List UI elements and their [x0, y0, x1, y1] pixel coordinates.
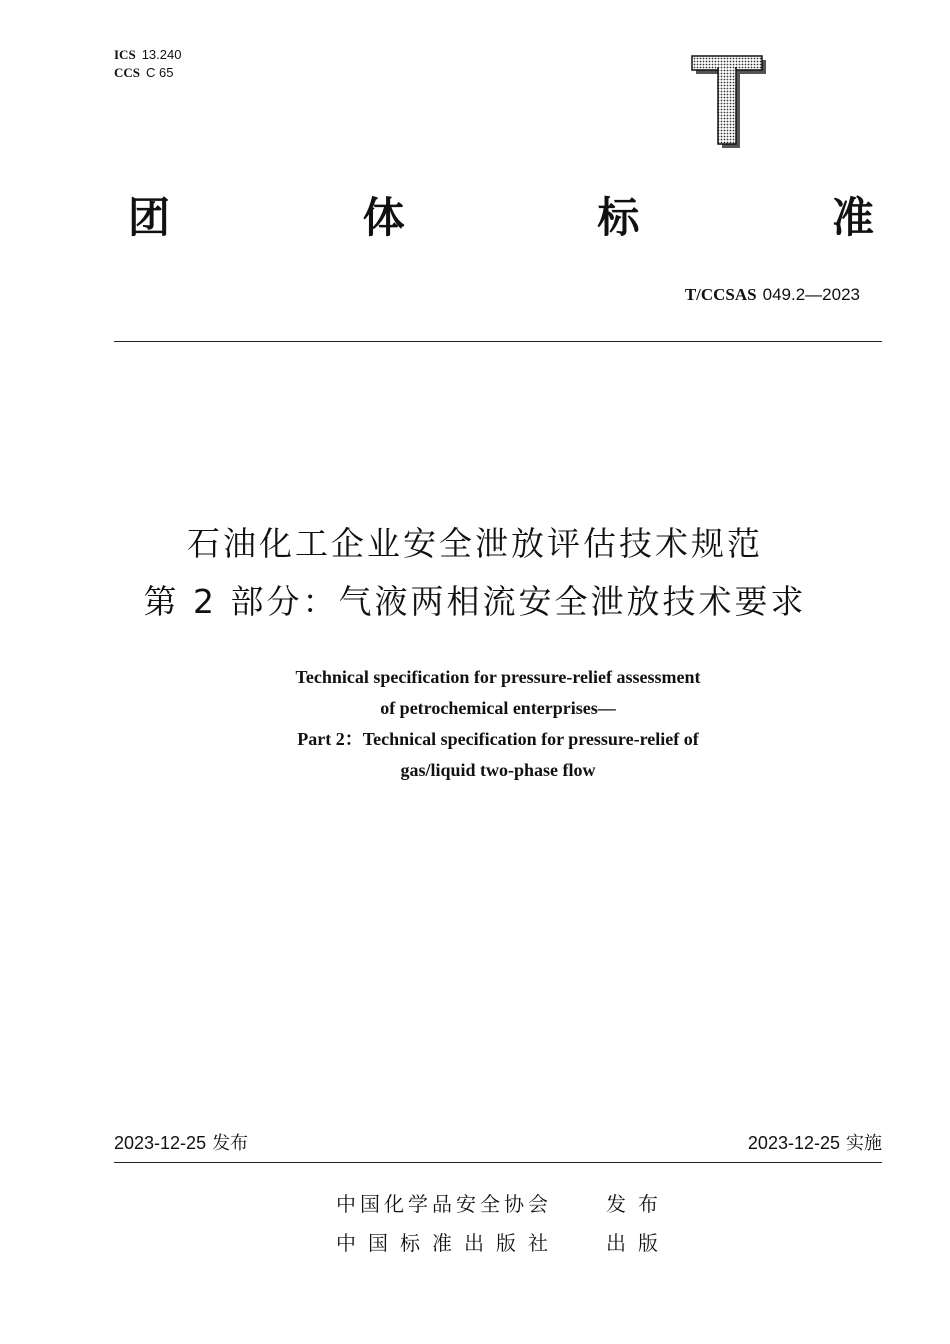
publisher-role: 出版	[606, 1231, 670, 1255]
publisher-org: 中国化学品安全协会	[336, 1192, 552, 1216]
title-en	[0, 662, 950, 786]
implement-date-label: 实施	[846, 1133, 882, 1154]
publisher-issuer	[336, 1190, 670, 1218]
implement-date-value: 2023-12-25	[747, 1133, 840, 1153]
standard-type-char: 团	[128, 193, 171, 242]
ccs-code	[114, 64, 181, 82]
ccs-label: CCS	[114, 65, 141, 80]
title-cn-line1: 石油化工企业安全泄放评估技术规范	[187, 524, 763, 563]
standard-number-value: 049.2—2023	[762, 285, 860, 304]
title-en-line: Part 2：Technical specification for pressure-relief of	[297, 729, 699, 749]
standard-type-heading	[128, 190, 874, 246]
standard-type-char: 标	[597, 193, 640, 242]
issue-date-value: 2023-12-25	[114, 1133, 207, 1153]
publisher-org: 中国标准出版社	[336, 1231, 560, 1255]
ics-value: 13.240	[141, 47, 182, 62]
standard-type-char: 准	[831, 193, 874, 242]
publisher-role: 发布	[606, 1192, 670, 1216]
publisher-press	[336, 1229, 670, 1257]
footer-divider	[114, 1162, 882, 1163]
issue-date	[114, 1130, 248, 1157]
standard-number-prefix: T/CCSAS	[684, 285, 757, 304]
title-en-line: gas/liquid two-phase flow	[400, 760, 596, 780]
implement-date	[748, 1130, 882, 1157]
standard-number	[685, 284, 860, 306]
header-divider	[114, 341, 882, 342]
title-en-line: of petrochemical enterprises—	[380, 698, 616, 718]
standard-t-logo-icon	[690, 54, 768, 148]
issue-date-label: 发布	[212, 1133, 249, 1154]
title-en-line: Technical specification for pressure-relief assessment	[295, 667, 701, 687]
title-cn-line2: 第 2 部分：气液两相流安全泄放技术要求	[143, 582, 807, 621]
standard-type-char: 体	[362, 193, 405, 242]
ics-label: ICS	[114, 47, 136, 62]
ccs-value: C 65	[146, 65, 174, 80]
ics-code	[114, 46, 181, 64]
classification-codes	[114, 46, 181, 82]
